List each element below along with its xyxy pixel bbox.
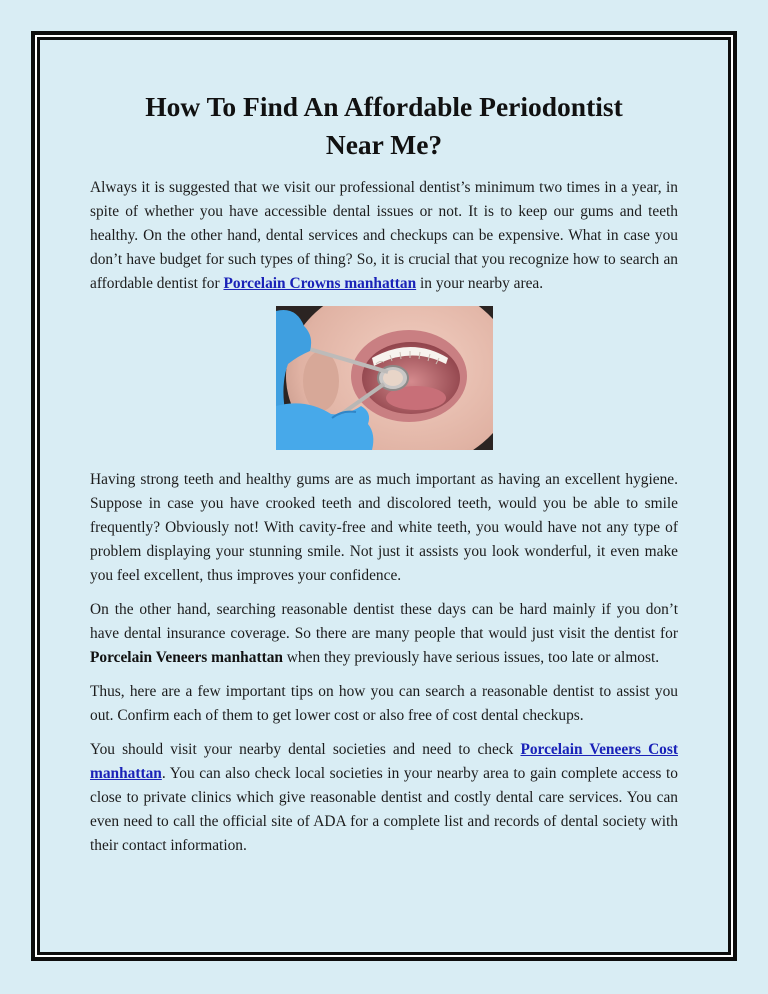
paragraph-insurance xyxy=(90,598,678,670)
link-porcelain-veneers-cost-manhattan[interactable]: Porcelain Veneers Cost manhattan xyxy=(90,741,678,782)
bold-porcelain-veneers-manhattan: Porcelain Veneers manhattan xyxy=(90,649,283,666)
paragraph-text: . You can also check local societies in your nearby area to gain complete access to close to private clinics which give reasonable dentist and costly dental care services. You can even need to call the official site of ADA for a complete list and records of dental society with their contact information. xyxy=(90,765,678,854)
link-porcelain-crowns-manhattan[interactable]: Porcelain Crowns manhattan xyxy=(223,275,417,292)
paragraph-text: Always it is suggested that we visit our professional dentist’s minimum two times in a year, in spite of whether you have accessible dental issues or not. It is to keep our gums and teeth healthy. On the other hand, dental services and checkups can be expensive. What in case you don’t have budget for such types of thing? So, it is crucial that you recognize how to search an affordable dentist for xyxy=(90,179,678,292)
dental-exam-photo xyxy=(276,306,493,450)
page-title xyxy=(90,88,678,164)
document-body xyxy=(90,88,678,868)
title-line-2: Near Me? xyxy=(325,129,443,160)
paragraph-text: in your nearby area. xyxy=(416,275,544,292)
paragraph-text: when they previously have serious issues, too late or almost. xyxy=(282,649,660,666)
dental-photo-illustration xyxy=(276,306,493,450)
title-line-1: How To Find An Affordable Periodontist xyxy=(145,91,623,122)
paragraph-dental-societies xyxy=(90,738,678,858)
paragraph-text: You should visit your nearby dental societies and need to check xyxy=(90,741,521,758)
paragraph-text: On the other hand, searching reasonable dentist these days can be hard mainly if you don’t have dental insurance coverage. So there are many people that would just visit the dentist for xyxy=(90,601,678,642)
paragraph-intro xyxy=(90,176,678,296)
paragraph-tips: Thus, here are a few important tips on how you can search a reasonable dentist to assist you out. Confirm each of them to get lower cost or also free of cost dental checkups. xyxy=(90,683,678,724)
paragraph-strong-teeth: Having strong teeth and healthy gums are as much important as having an excellent hygiene. Suppose in case you have crooked teeth and discolored teeth, would you be able to smile frequently? Obviously not! With cavity-free and white teeth, you would have not any type of problem displaying your stunning smile. Not just it assists you look wonderful, it even make you feel excellent, thus improves your confidence. xyxy=(90,471,678,584)
